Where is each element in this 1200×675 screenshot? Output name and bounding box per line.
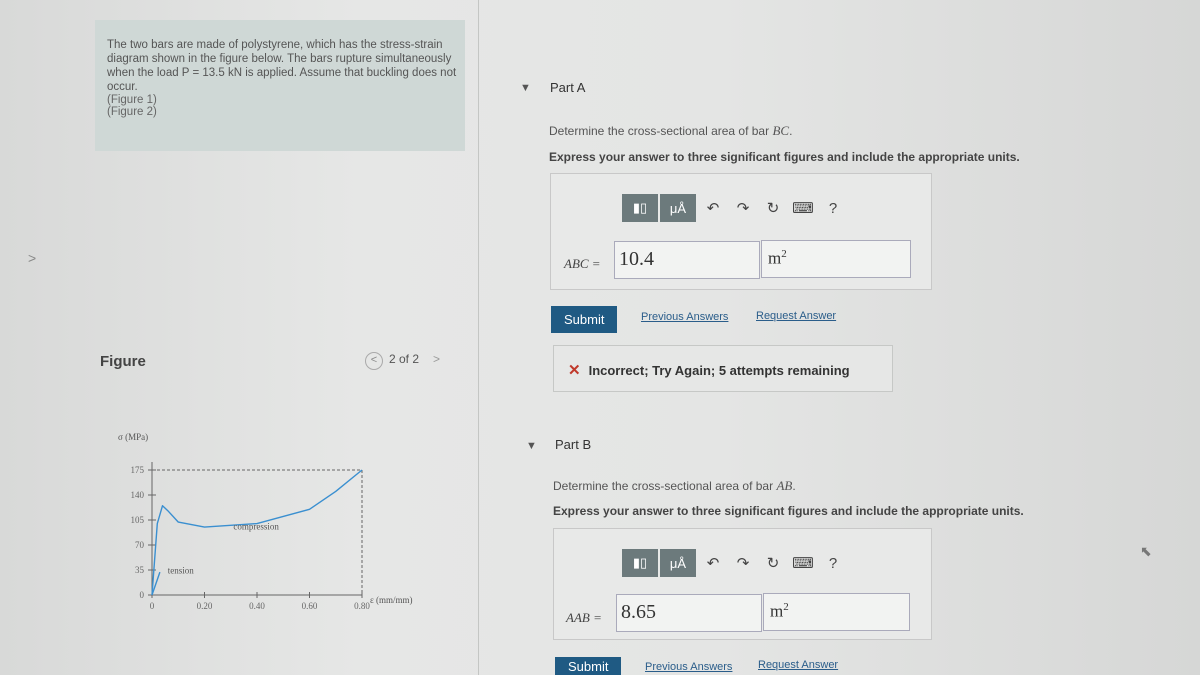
part-b-value-input[interactable]: 8.65	[616, 594, 762, 632]
x-axis-label: ε (mm/mm)	[370, 595, 413, 605]
figure-1-link[interactable]: (Figure 1)	[107, 94, 157, 106]
x-tick-label: 0.80	[354, 601, 370, 611]
reset-icon[interactable]: ↻	[766, 555, 780, 572]
part-a-unit: m	[768, 248, 782, 268]
part-a-feedback-text: Incorrect; Try Again; 5 attempts remaining	[588, 363, 850, 378]
part-a-previous-answers-link[interactable]: Previous Answers	[641, 311, 729, 323]
stress-strain-chart	[112, 420, 472, 620]
y-tick-label: 140	[130, 490, 144, 500]
part-b-submit-button[interactable]: Submit	[555, 657, 621, 675]
y-tick-label: 70	[135, 540, 144, 550]
units-button[interactable]: μÅ	[660, 194, 696, 222]
units-button[interactable]: μÅ	[660, 549, 696, 577]
caret-down-icon[interactable]: ▼	[520, 82, 531, 94]
part-a-submit-button[interactable]: Submit	[551, 306, 617, 333]
tension-annotation: tension	[167, 565, 194, 576]
problem-statement-box	[95, 20, 465, 151]
y-tick-label: 105	[130, 515, 144, 525]
part-a-prompt-text: Determine the cross-sectional area of bar	[549, 124, 773, 138]
part-b-toolbar	[622, 549, 848, 577]
reset-icon[interactable]: ↻	[766, 200, 780, 217]
caret-down-icon[interactable]: ▼	[526, 440, 537, 452]
part-a-toolbar	[622, 194, 848, 222]
part-a-request-answer-link[interactable]: Request Answer	[756, 310, 837, 322]
x-tick-label: 0	[149, 601, 155, 611]
compression-annotation: compression	[233, 521, 279, 532]
mouse-cursor-icon: ⬉	[1140, 543, 1152, 559]
part-a-prompt-var: BC	[772, 123, 790, 138]
part-b-prompt	[553, 478, 796, 494]
problem-text-block	[107, 38, 457, 118]
part-a-unit-exp: 2	[781, 248, 787, 260]
redo-icon[interactable]: ↷	[736, 200, 750, 217]
keyboard-icon[interactable]: ⌨	[792, 200, 814, 217]
chevron-left-icon[interactable]: <	[365, 352, 383, 370]
incorrect-icon: ✕	[568, 362, 581, 379]
part-b-prompt-text: Determine the cross-sectional area of bar	[553, 479, 777, 493]
part-b-previous-answers-link[interactable]: Previous Answers	[645, 661, 733, 673]
help-icon[interactable]: ?	[828, 554, 838, 572]
part-a-unit-input[interactable]	[761, 240, 911, 278]
y-tick-label: 35	[135, 565, 144, 575]
x-tick-label: 0.40	[249, 601, 265, 611]
part-b-unit: m	[770, 601, 784, 621]
part-a-feedback	[553, 345, 893, 392]
part-b-label: AAB =	[566, 610, 602, 625]
part-a-prompt	[549, 123, 792, 139]
redo-icon[interactable]: ↷	[736, 555, 750, 572]
column-divider	[478, 0, 479, 675]
part-a-prompt-end: .	[789, 124, 793, 138]
figure-pager	[365, 352, 440, 370]
x-tick-label: 0.60	[301, 601, 318, 611]
part-a-value-input[interactable]: 10.4	[614, 241, 760, 279]
part-b-request-answer-link[interactable]: Request Answer	[758, 659, 839, 671]
chevron-right-icon[interactable]: >	[433, 352, 441, 366]
part-a-title[interactable]: Part A	[550, 80, 586, 95]
part-b-unit-exp: 2	[783, 601, 789, 613]
keyboard-icon[interactable]: ⌨	[792, 555, 814, 572]
chevron-right-icon[interactable]: >	[28, 250, 37, 266]
template-icon[interactable]: ▮▯	[622, 549, 658, 577]
figure-2-link[interactable]: (Figure 2)	[107, 106, 157, 118]
part-a-instruction: Express your answer to three significant figures and include the appropriate units.	[549, 150, 1020, 164]
undo-icon[interactable]: ↶	[706, 200, 720, 217]
y-axis-label: σ (MPa)	[118, 432, 149, 442]
pager-text: 2 of 2	[389, 352, 420, 366]
template-icon[interactable]: ▮▯	[622, 194, 658, 222]
part-b-prompt-end: .	[792, 479, 796, 493]
help-icon[interactable]: ?	[828, 199, 838, 217]
x-tick-label: 0.20	[196, 601, 213, 611]
part-b-prompt-var: AB	[776, 478, 793, 493]
problem-text: The two bars are made of polystyrene, which has the stress-strain diagram shown in the figure below. The bars rupture simultaneously when the load P = 13.5 kN is applied. Assume that buckling does not occur.	[107, 39, 457, 93]
figure-title: Figure	[100, 353, 146, 370]
part-b-instruction: Express your answer to three significant figures and include the appropriate units.	[553, 504, 1024, 518]
part-b-unit-input[interactable]	[763, 593, 910, 631]
y-tick-label: 0	[139, 590, 144, 600]
y-tick-label: 175	[130, 465, 144, 475]
compression-curve	[152, 470, 362, 595]
part-b-title[interactable]: Part B	[555, 437, 592, 452]
undo-icon[interactable]: ↶	[706, 555, 720, 572]
part-a-label: ABC =	[564, 256, 601, 271]
